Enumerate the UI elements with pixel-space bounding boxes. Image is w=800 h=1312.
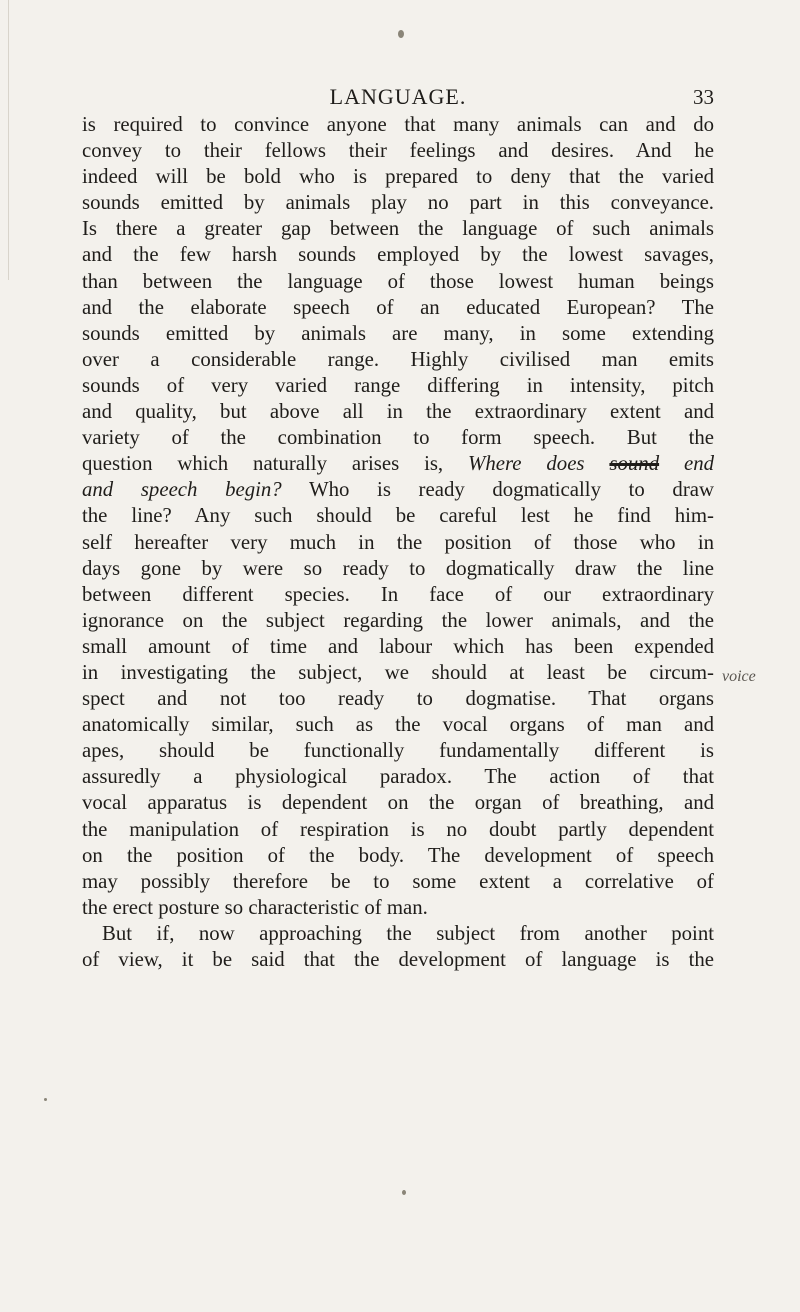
text-line: the line? Any such should be careful lest he find him- bbox=[82, 504, 714, 528]
text-line: small amount of time and labour which has been expended bbox=[82, 634, 714, 658]
text-line: apes, should be functionally fundamentally different is bbox=[82, 739, 714, 763]
running-head: LANGUAGE. bbox=[329, 84, 467, 109]
text-line: on the position of the body. The development of speech bbox=[82, 843, 714, 867]
page-number: 33 bbox=[693, 85, 714, 109]
text-line: Is there a greater gap between the language of such animals bbox=[82, 217, 714, 241]
text-line: of view, it be said that the development of language is the bbox=[82, 948, 714, 971]
text-line: sounds of very varied range differing in intensity, pitch bbox=[82, 373, 714, 397]
paragraph-end-line: the erect posture so characteristic of man. bbox=[82, 895, 428, 919]
text-line: and the few harsh sounds employed by the lowest savages, bbox=[82, 243, 714, 267]
text-line: assuredly a physiological paradox. The action of that bbox=[82, 765, 714, 789]
text-line: between different species. In face of our extraordinary bbox=[82, 582, 714, 606]
text-line: convey to their fellows their feelings and desires. And he bbox=[82, 139, 714, 163]
text-line: spect and not too ready to dogmatise. That organs bbox=[82, 687, 714, 711]
paragraph-start-line: But if, now approaching the subject from another point bbox=[102, 921, 714, 945]
ink-speck bbox=[402, 1190, 406, 1195]
text-line: and quality, but above all in the extraordinary extent and bbox=[82, 400, 714, 424]
italic-question-start: Where does bbox=[468, 452, 585, 476]
text-line: over a considerable range. Highly civilised man emits bbox=[82, 347, 714, 371]
text-line: days gone by were so ready to dogmatically draw the line bbox=[82, 556, 714, 580]
handwritten-margin-note: voice bbox=[722, 668, 756, 685]
ink-speck bbox=[398, 30, 404, 38]
question-line bbox=[82, 451, 714, 477]
page-edge-shadow bbox=[8, 0, 9, 280]
text-line: may possibly therefore be to some extent a correlative of bbox=[82, 869, 714, 893]
text-line: and the elaborate speech of an educated European? The bbox=[82, 295, 714, 319]
text-line: anatomically similar, such as the vocal organs of man and bbox=[82, 713, 714, 737]
text-line: in investigating the subject, we should at least be circum- bbox=[82, 660, 714, 684]
text-line: variety of the combination to form speech. But the bbox=[82, 426, 714, 450]
text-line: vocal apparatus is dependent on the organ of breathing, and bbox=[82, 791, 714, 815]
text-line: indeed will be bold who is prepared to deny that the varied bbox=[82, 165, 714, 189]
page-header bbox=[82, 82, 714, 112]
italic-question-end: end bbox=[683, 452, 714, 476]
text-line: is required to convince anyone that many animals can and do bbox=[82, 113, 714, 136]
text-line: self hereafter very much in the position of those who in bbox=[82, 530, 714, 554]
ink-speck bbox=[44, 1098, 47, 1101]
text-line: sounds emitted by animals play no part in this conveyance. bbox=[82, 191, 714, 215]
text-line: sounds emitted by animals are many, in some extending bbox=[82, 321, 714, 345]
question-text: question which naturally arises is, bbox=[82, 452, 444, 476]
text-line: the manipulation of respiration is no doubt partly dependent bbox=[82, 817, 714, 841]
body-text bbox=[82, 112, 714, 973]
continuation-text: Who is ready dogmatically to draw bbox=[308, 478, 715, 502]
text-line: ignorance on the subject regarding the lower animals, and the bbox=[82, 608, 714, 632]
struck-out-word: sound bbox=[609, 452, 660, 476]
italic-continuation: and speech begin? bbox=[82, 478, 282, 502]
text-line: than between the language of those lowest human beings bbox=[82, 269, 714, 293]
text-line bbox=[82, 477, 714, 503]
